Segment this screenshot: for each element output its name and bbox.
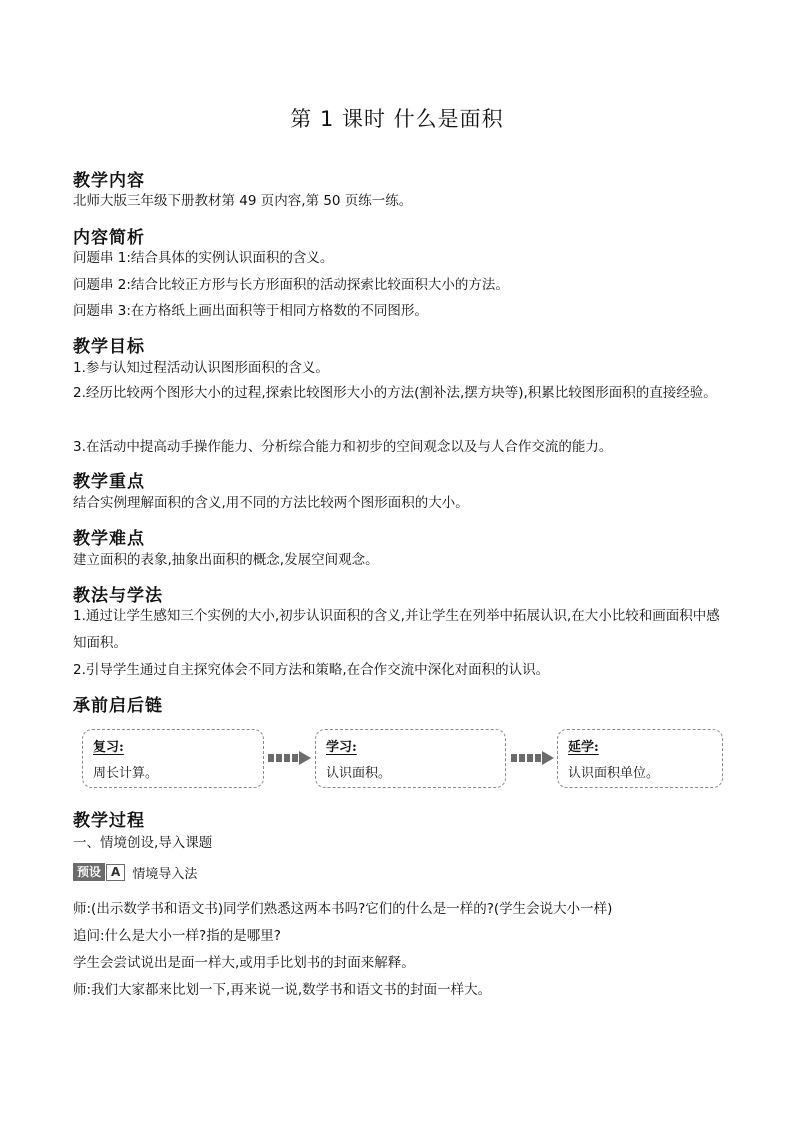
preset-badge: [73, 863, 197, 881]
dialogue-line: 师:(出示数学书和语文书)同学们熟悉这两本书吗?它们的什么是一样的?(学生会说大小一样): [73, 901, 613, 917]
preset-letter: A: [106, 864, 125, 881]
heading-difficulties: 教学难点: [73, 529, 145, 549]
heading-teaching-goals: 教学目标: [73, 337, 145, 357]
method-item: 2.引导学生通过自主探究体会不同方法和策略,在合作交流中深化对面积的认识。: [73, 662, 550, 678]
analysis-item: 问题串 3:在方格纸上画出面积等于相同方格数的不同图形。: [73, 303, 428, 319]
key-points-text: 结合实例理解面积的含义,用不同的方法比较两个图形面积的大小。: [73, 495, 469, 511]
process-step-title: 一、情境创设,导入课题: [73, 835, 213, 851]
chain-box-review: [82, 729, 264, 788]
chain-box-text: 认识面积。: [326, 766, 392, 781]
dialogue-line: 追问:什么是大小一样?指的是哪里?: [73, 928, 281, 944]
chain-box-extend: [557, 729, 723, 788]
goal-item: 1.参与认知过程活动认识图形面积的含义。: [73, 360, 329, 376]
chain-arrow-icon: [511, 751, 554, 765]
heading-teaching-process: 教学过程: [73, 811, 145, 831]
chain-box-learn: [315, 729, 506, 788]
heading-teaching-content: 教学内容: [73, 171, 145, 191]
method-item: 1.通过让学生感知三个实例的大小,初步认识面积的含义,并让学生在列举中拓展认识,在大小比较和画面积中感知面积。: [73, 608, 720, 651]
chain-box-title: 复习:: [93, 740, 124, 755]
difficulties-text: 建立面积的表象,抽象出面积的概念,发展空间观念。: [73, 552, 379, 568]
preset-tag: 预设: [73, 863, 105, 881]
heading-content-analysis: 内容简析: [73, 228, 145, 248]
heading-key-points: 教学重点: [73, 472, 145, 492]
heading-learning-chain: 承前启后链: [73, 696, 163, 716]
dialogue-line: 师:我们大家都来比划一下,再来说一说,数学书和语文书的封面一样大。: [73, 982, 492, 998]
goal-item: 3.在活动中提高动手操作能力、分析综合能力和初步的空间观念以及与人合作交流的能力。: [73, 439, 613, 455]
chain-box-text: 周长计算。: [93, 766, 159, 781]
chain-box-title: 学习:: [326, 740, 357, 755]
chain-arrow-icon: [268, 751, 311, 765]
heading-methods: 教法与学法: [73, 586, 163, 606]
dialogue-line: 学生会尝试说出是面一样大,或用手比划书的封面来解释。: [73, 955, 415, 971]
analysis-item: 问题串 2:结合比较正方形与长方形面积的活动探索比较面积大小的方法。: [73, 277, 509, 293]
preset-label: 情境导入法: [132, 866, 198, 882]
analysis-item: 问题串 1:结合具体的实例认识面积的含义。: [73, 250, 334, 266]
chain-box-title: 延学:: [568, 740, 599, 755]
page-title: 第 1 课时 什么是面积: [290, 107, 504, 131]
goal-item: 2.经历比较两个图形大小的过程,探索比较图形大小的方法(割补法,摆方块等),积累比较图形面积的直接经验。: [73, 385, 717, 401]
teaching-content-text: 北师大版三年级下册教材第 49 页内容,第 50 页练一练。: [73, 193, 413, 209]
chain-box-text: 认识面积单位。: [568, 766, 660, 781]
